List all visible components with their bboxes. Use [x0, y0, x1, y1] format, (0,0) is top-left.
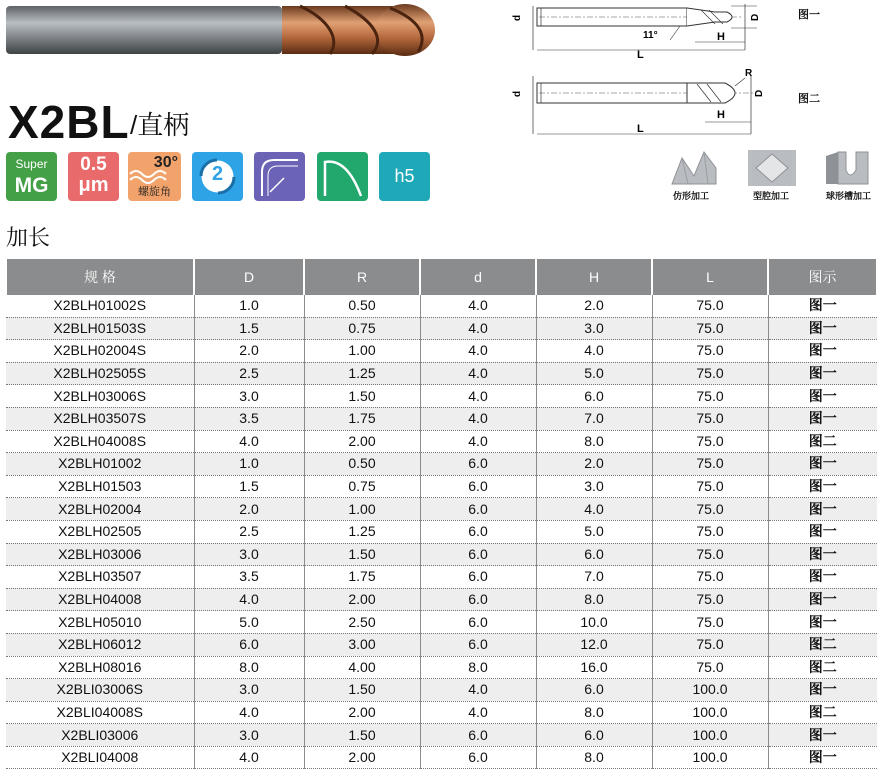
cell-D: 1.5 — [194, 475, 304, 498]
table-row — [6, 724, 877, 747]
table-row — [6, 407, 877, 430]
cell-L: 75.0 — [652, 566, 768, 589]
cell-H: 7.0 — [536, 407, 652, 430]
cell-H: 12.0 — [536, 633, 652, 656]
cell-D: 4.0 — [194, 746, 304, 769]
cell-L: 75.0 — [652, 611, 768, 634]
cell-R: 2.00 — [304, 430, 420, 453]
cell-spec: X2BLH04008S — [6, 430, 194, 453]
copy-milling-icon — [668, 148, 720, 188]
cell-figure: 图一 — [768, 588, 877, 611]
drawing-2-dim-H: H — [717, 109, 725, 121]
drawing-figure-1 — [505, 0, 775, 60]
cell-spec: X2BLI03006 — [6, 724, 194, 747]
cell-d: 4.0 — [420, 430, 536, 453]
cell-H: 8.0 — [536, 430, 652, 453]
cell-figure: 图二 — [768, 430, 877, 453]
cell-D: 4.0 — [194, 588, 304, 611]
cell-d: 4.0 — [420, 362, 536, 385]
cell-spec: X2BLH03507S — [6, 407, 194, 430]
drawing-1-label: 图一 — [798, 9, 820, 21]
cell-d: 8.0 — [420, 656, 536, 679]
cell-L: 75.0 — [652, 362, 768, 385]
cell-D: 2.0 — [194, 498, 304, 521]
cell-R: 1.50 — [304, 679, 420, 702]
profile-curve-icon — [317, 152, 368, 201]
table-row — [6, 498, 877, 521]
tool-photo — [0, 0, 440, 62]
cell-L: 75.0 — [652, 317, 768, 340]
app-label-ball-groove: 球形槽加工 — [826, 191, 872, 201]
cell-spec: X2BLH08016 — [6, 656, 194, 679]
cell-figure: 图二 — [768, 701, 877, 724]
col-header-spec: 规 格 — [6, 259, 194, 295]
cell-spec: X2BLH03006S — [6, 385, 194, 408]
cell-d: 4.0 — [420, 317, 536, 340]
coating-badge-top: Super — [15, 157, 48, 171]
table-row — [6, 633, 877, 656]
cell-figure: 图一 — [768, 520, 877, 543]
shank-tolerance-badge — [379, 152, 430, 201]
cell-L: 75.0 — [652, 453, 768, 476]
cell-d: 6.0 — [420, 453, 536, 476]
corner-radius-icon — [254, 152, 305, 201]
cell-H: 6.0 — [536, 385, 652, 408]
cell-R: 1.25 — [304, 520, 420, 543]
flute-count-value: 2 — [211, 163, 224, 185]
cell-spec: X2BLH03507 — [6, 566, 194, 589]
drawing-figure-2 — [505, 62, 775, 140]
cell-D: 3.0 — [194, 679, 304, 702]
cell-R: 1.50 — [304, 385, 420, 408]
table-row — [6, 430, 877, 453]
cell-figure: 图一 — [768, 543, 877, 566]
cell-spec: X2BLH02004S — [6, 340, 194, 363]
cell-spec: X2BLI04008 — [6, 746, 194, 769]
cell-d: 4.0 — [420, 295, 536, 317]
drawing-1-dim-L: L — [637, 49, 644, 60]
cell-spec: X2BLI04008S — [6, 701, 194, 724]
section-heading: 加长 — [6, 225, 51, 250]
cell-d: 4.0 — [420, 385, 536, 408]
cell-spec: X2BLH02505 — [6, 520, 194, 543]
cell-D: 2.5 — [194, 362, 304, 385]
cell-d: 4.0 — [420, 340, 536, 363]
drawing-2-label: 图二 — [798, 93, 820, 105]
col-header-L: L — [652, 259, 768, 295]
cell-D: 1.5 — [194, 317, 304, 340]
col-header-D: D — [194, 259, 304, 295]
cell-D: 3.0 — [194, 385, 304, 408]
col-header-d: d — [420, 259, 536, 295]
cell-R: 0.75 — [304, 475, 420, 498]
grain-size-unit: μm — [78, 174, 109, 196]
grain-size-value: 0.5 — [80, 154, 107, 175]
cell-H: 8.0 — [536, 588, 652, 611]
cell-D: 3.0 — [194, 724, 304, 747]
grain-size-badge — [68, 152, 119, 201]
table-row — [6, 453, 877, 476]
col-header-R: R — [304, 259, 420, 295]
cell-R: 4.00 — [304, 656, 420, 679]
cell-d: 6.0 — [420, 746, 536, 769]
drawing-2-dim-R: R — [745, 68, 753, 79]
cell-L: 100.0 — [652, 746, 768, 769]
drawing-1-dim-D: D — [750, 13, 761, 21]
table-row — [6, 362, 877, 385]
cell-figure: 图一 — [768, 407, 877, 430]
table-row — [6, 679, 877, 702]
spec-table — [5, 259, 878, 769]
cell-R: 2.00 — [304, 746, 420, 769]
cell-L: 75.0 — [652, 295, 768, 317]
table-header-row — [6, 259, 877, 295]
cell-L: 75.0 — [652, 430, 768, 453]
cell-L: 100.0 — [652, 701, 768, 724]
cell-spec: X2BLH01503S — [6, 317, 194, 340]
helix-angle-value: 30° — [153, 154, 178, 171]
cell-d: 4.0 — [420, 407, 536, 430]
table-row — [6, 701, 877, 724]
cell-D: 8.0 — [194, 656, 304, 679]
cell-H: 2.0 — [536, 453, 652, 476]
cell-D: 1.0 — [194, 295, 304, 317]
cell-figure: 图二 — [768, 633, 877, 656]
table-row — [6, 543, 877, 566]
cell-D: 1.0 — [194, 453, 304, 476]
cell-D: 3.5 — [194, 566, 304, 589]
cell-R: 1.25 — [304, 362, 420, 385]
cell-H: 2.0 — [536, 295, 652, 317]
drawing-1-dim-d: d — [512, 14, 523, 21]
drawing-2-dim-d: d — [512, 90, 523, 97]
cell-L: 75.0 — [652, 385, 768, 408]
cell-spec: X2BLH06012 — [6, 633, 194, 656]
cell-D: 5.0 — [194, 611, 304, 634]
cell-figure: 图一 — [768, 295, 877, 317]
cell-D: 2.0 — [194, 340, 304, 363]
col-header-H: H — [536, 259, 652, 295]
cell-d: 6.0 — [420, 566, 536, 589]
cell-figure: 图一 — [768, 611, 877, 634]
flute-count-badge — [192, 152, 243, 201]
cell-L: 75.0 — [652, 520, 768, 543]
drawing-1-dim-H: H — [717, 31, 725, 43]
cell-d: 6.0 — [420, 611, 536, 634]
cell-spec: X2BLH02004 — [6, 498, 194, 521]
helix-angle-badge — [128, 152, 181, 201]
cell-R: 0.50 — [304, 295, 420, 317]
cell-H: 3.0 — [536, 317, 652, 340]
cell-figure: 图一 — [768, 724, 877, 747]
drawing-1-angle: 11° — [643, 30, 658, 41]
app-label-cavity: 型腔加工 — [753, 191, 790, 201]
cell-figure: 图一 — [768, 566, 877, 589]
cell-H: 8.0 — [536, 701, 652, 724]
cell-d: 6.0 — [420, 633, 536, 656]
cell-spec: X2BLI03006S — [6, 679, 194, 702]
table-row — [6, 520, 877, 543]
cell-H: 16.0 — [536, 656, 652, 679]
cell-R: 2.50 — [304, 611, 420, 634]
cell-L: 75.0 — [652, 498, 768, 521]
cell-R: 0.50 — [304, 453, 420, 476]
cell-H: 4.0 — [536, 498, 652, 521]
cell-figure: 图一 — [768, 475, 877, 498]
cell-spec: X2BLH04008 — [6, 588, 194, 611]
table-row — [6, 295, 877, 317]
cell-L: 75.0 — [652, 633, 768, 656]
table-row — [6, 566, 877, 589]
cell-L: 75.0 — [652, 407, 768, 430]
shank-tolerance-value: h5 — [394, 166, 415, 186]
cell-R: 0.75 — [304, 317, 420, 340]
cell-D: 3.5 — [194, 407, 304, 430]
table-row — [6, 317, 877, 340]
cell-d: 4.0 — [420, 679, 536, 702]
cell-H: 6.0 — [536, 724, 652, 747]
cell-H: 8.0 — [536, 746, 652, 769]
helix-angle-label: 螺旋角 — [138, 186, 171, 198]
cell-figure: 图一 — [768, 385, 877, 408]
cell-D: 4.0 — [194, 701, 304, 724]
cell-H: 6.0 — [536, 679, 652, 702]
cell-D: 4.0 — [194, 430, 304, 453]
cell-spec: X2BLH01503 — [6, 475, 194, 498]
cell-H: 6.0 — [536, 543, 652, 566]
product-subtitle: /直柄 — [130, 110, 190, 140]
cell-L: 75.0 — [652, 543, 768, 566]
app-label-copy: 仿形加工 — [673, 191, 710, 201]
drawing-2-dim-L: L — [637, 123, 644, 135]
cell-d: 6.0 — [420, 498, 536, 521]
table-row — [6, 611, 877, 634]
cell-L: 100.0 — [652, 724, 768, 747]
coating-badge-bottom: MG — [14, 174, 49, 197]
cell-H: 10.0 — [536, 611, 652, 634]
cell-R: 1.50 — [304, 724, 420, 747]
cell-L: 75.0 — [652, 588, 768, 611]
table-row — [6, 340, 877, 363]
cell-d: 6.0 — [420, 543, 536, 566]
cell-figure: 图一 — [768, 498, 877, 521]
cell-spec: X2BLH01002S — [6, 295, 194, 317]
cell-R: 1.75 — [304, 566, 420, 589]
cell-L: 75.0 — [652, 475, 768, 498]
cell-d: 6.0 — [420, 724, 536, 747]
table-row — [6, 588, 877, 611]
cell-figure: 图一 — [768, 340, 877, 363]
table-row — [6, 746, 877, 769]
cell-H: 4.0 — [536, 340, 652, 363]
cavity-milling-icon — [746, 148, 798, 188]
cell-R: 2.00 — [304, 701, 420, 724]
cell-figure: 图一 — [768, 453, 877, 476]
cell-D: 3.0 — [194, 543, 304, 566]
cell-H: 7.0 — [536, 566, 652, 589]
cell-R: 1.00 — [304, 340, 420, 363]
cell-d: 4.0 — [420, 701, 536, 724]
drawing-2-dim-D: D — [754, 89, 765, 97]
product-title: X2BL — [8, 96, 130, 148]
cell-d: 6.0 — [420, 520, 536, 543]
profile-badge — [317, 152, 368, 201]
cell-L: 75.0 — [652, 656, 768, 679]
table-row — [6, 656, 877, 679]
cell-R: 3.00 — [304, 633, 420, 656]
cell-figure: 图一 — [768, 362, 877, 385]
cell-figure: 图一 — [768, 317, 877, 340]
cell-spec: X2BLH05010 — [6, 611, 194, 634]
cell-L: 100.0 — [652, 679, 768, 702]
ball-groove-icon — [824, 148, 876, 188]
cell-d: 6.0 — [420, 475, 536, 498]
cell-R: 1.00 — [304, 498, 420, 521]
cell-R: 1.50 — [304, 543, 420, 566]
cell-spec: X2BLH01002 — [6, 453, 194, 476]
cell-D: 2.5 — [194, 520, 304, 543]
cell-d: 6.0 — [420, 588, 536, 611]
cell-spec: X2BLH03006 — [6, 543, 194, 566]
ball-nose-badge — [254, 152, 305, 201]
cell-R: 1.75 — [304, 407, 420, 430]
cell-figure: 图一 — [768, 679, 877, 702]
cell-figure: 图一 — [768, 746, 877, 769]
cell-D: 6.0 — [194, 633, 304, 656]
table-row — [6, 385, 877, 408]
cell-figure: 图二 — [768, 656, 877, 679]
cell-spec: X2BLH02505S — [6, 362, 194, 385]
table-row — [6, 475, 877, 498]
cell-H: 5.0 — [536, 362, 652, 385]
cell-L: 75.0 — [652, 340, 768, 363]
coating-badge — [6, 152, 57, 201]
cell-H: 5.0 — [536, 520, 652, 543]
col-header-figure: 图示 — [768, 259, 877, 295]
cell-H: 3.0 — [536, 475, 652, 498]
cell-R: 2.00 — [304, 588, 420, 611]
